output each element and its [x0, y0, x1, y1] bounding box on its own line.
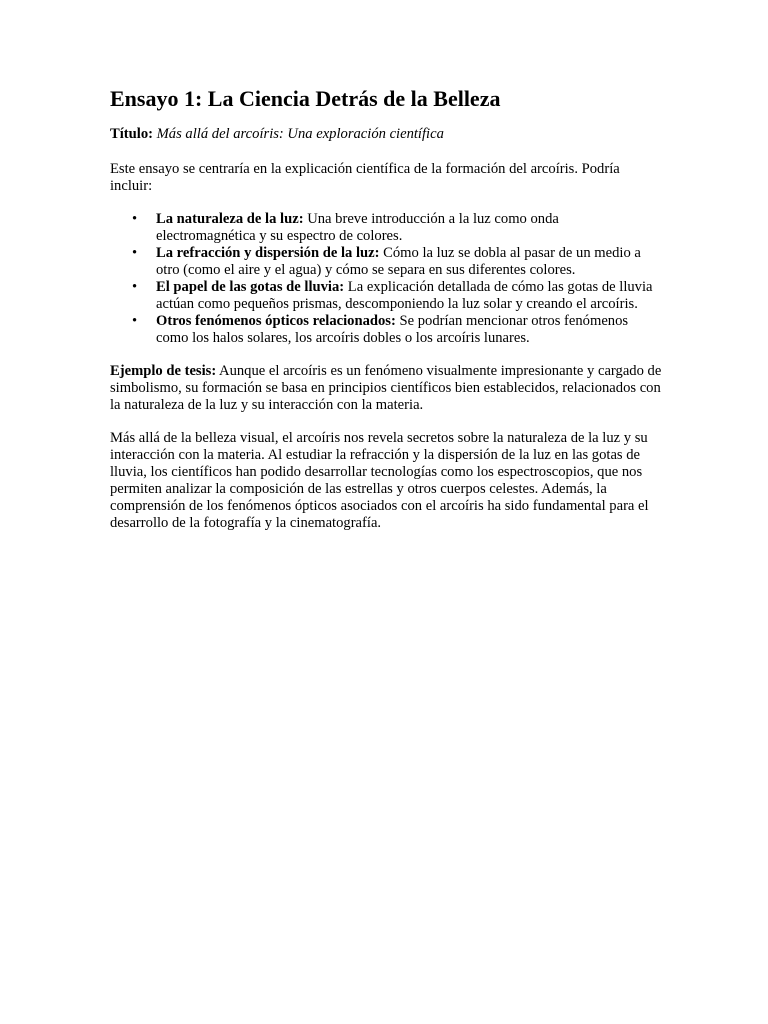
list-item	[156, 211, 662, 245]
list-item-label: El papel de las gotas de lluvia:	[156, 279, 345, 295]
thesis-text: Aunque el arcoíris es un fenómeno visualmente impresionante y cargado de simbolismo, su formación se basa en principios científicos bien establecidos, relacionados con la naturaleza de la luz y su interacción con la materia.	[110, 363, 662, 413]
list-item-text: Una breve introducción a la luz como onda electromagnética y su espectro de colores.	[156, 211, 559, 244]
thesis-paragraph	[110, 363, 662, 414]
thesis-label: Ejemplo de tesis:	[110, 363, 217, 379]
intro-paragraph: Este ensayo se centraría en la explicación científica de la formación del arcoíris. Podría incluir:	[110, 161, 620, 194]
list-item	[156, 279, 662, 313]
list-item	[156, 245, 662, 279]
list-item-label: La naturaleza de la luz:	[156, 211, 304, 227]
essay-heading: Ensayo 1: La Ciencia Detrás de la Belleza	[110, 86, 501, 111]
list-item-label: La refracción y dispersión de la luz:	[156, 245, 380, 261]
list-item-text: La explicación detallada de cómo las gotas de lluvia actúan como pequeños prismas, descomponiendo la luz solar y creando el arcoíris.	[156, 279, 653, 312]
list-item-text: Se podrían mencionar otros fenómenos como los halos solares, los arcoíris dobles o los arcoíris lunares.	[156, 313, 629, 346]
list-item-text: Cómo la luz se dobla al pasar de un medio a otro (como el aire y el agua) y cómo se separa en sus diferentes colores.	[156, 245, 641, 278]
closing-paragraph: Más allá de la belleza visual, el arcoíris nos revela secretos sobre la naturaleza de la luz y su interacción con la materia. Al estudiar la refracción y la dispersión de la luz en las gotas de lluvia, los científicos han podido desarrollar tecnologías como los espectroscopios, que nos permiten analizar la composición de las estrellas y otros cuerpos celestes. Además, la comprensión de los fenómenos ópticos asociados con el arcoíris ha sido fundamental para el desarrollo de la fotografía y la cinematografía.	[110, 430, 649, 531]
title-label: Título:	[110, 126, 153, 142]
title-line	[110, 126, 662, 143]
topic-list	[110, 211, 662, 347]
list-item-label: Otros fenómenos ópticos relacionados:	[156, 313, 396, 329]
document-page	[110, 86, 662, 548]
title-value: Más allá del arcoíris: Una exploración científica	[156, 126, 444, 142]
list-item	[156, 313, 662, 347]
